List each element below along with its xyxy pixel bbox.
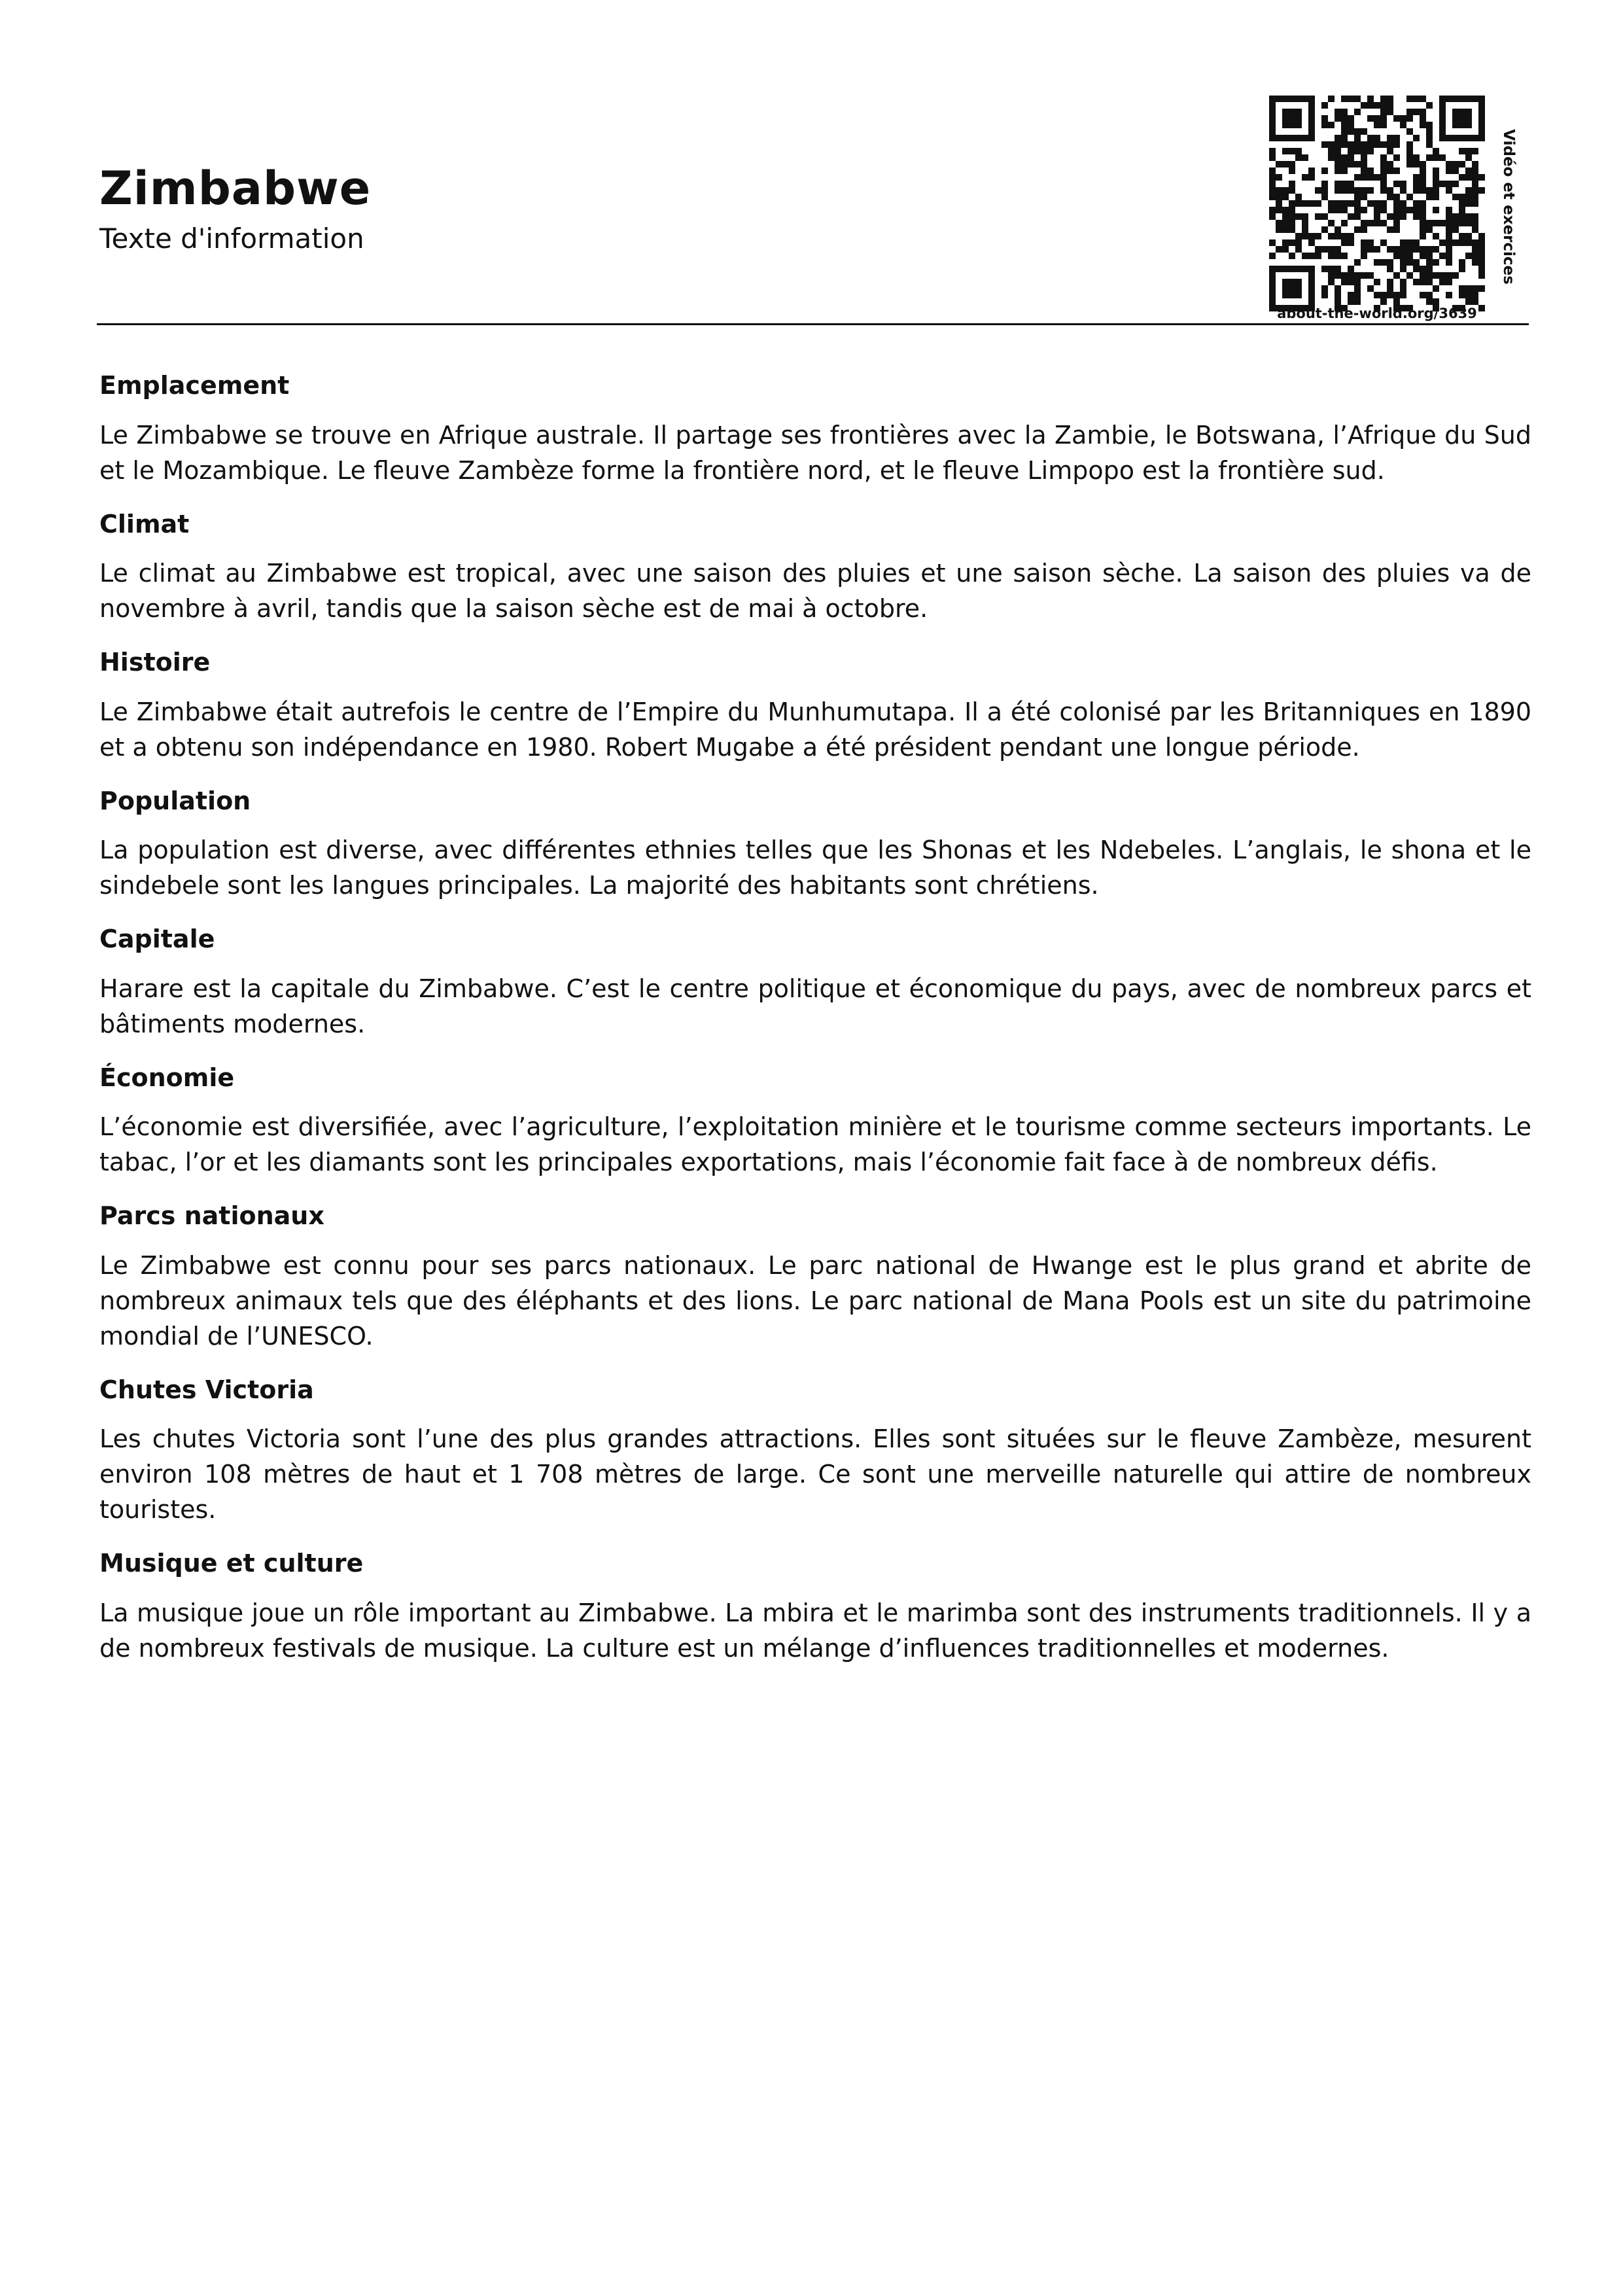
document-body (99, 370, 1531, 1687)
section-population (99, 786, 1531, 904)
video-exercises-label: Vidéo et exercices (1500, 129, 1517, 285)
section-heading: Capitale (99, 925, 215, 953)
section-heading: Histoire (99, 648, 211, 677)
section-heading: Chutes Victoria (99, 1375, 314, 1404)
section-heading: Population (99, 786, 251, 815)
section-paragraph: Le climat au Zimbabwe est tropical, avec une saison des pluies et une saison sèche. La saison des pluies va de novembre à avril, tandis que la saison sèche est de mai à octobre. (99, 559, 1531, 623)
header-divider (97, 323, 1529, 325)
section-chutes-victoria (99, 1375, 1531, 1528)
section-emplacement (99, 370, 1531, 488)
section-paragraph: Les chutes Victoria sont l’une des plus grandes attractions. Elles sont situées sur le fleuve Zambèze, mesurent environ 108 mètres de haut et 1 708 mètres de large. Ce sont une merveille naturelle qui attire de nombreux touristes. (99, 1424, 1531, 1524)
section-heading: Parcs nationaux (99, 1201, 324, 1230)
section-parcs-nationaux (99, 1201, 1531, 1354)
section-histoire (99, 647, 1531, 765)
section-economie (99, 1063, 1531, 1180)
section-heading: Musique et culture (99, 1549, 364, 1578)
page-subtitle: Texte d'information (99, 222, 364, 255)
section-paragraph: La musique joue un rôle important au Zimbabwe. La mbira et le marimba sont des instruments traditionnels. Il y a de nombreux festivals de musique. La culture est un mélange d’influences traditionnelles et modernes. (99, 1598, 1531, 1663)
section-heading: Emplacement (99, 371, 290, 400)
section-musique-culture (99, 1548, 1531, 1666)
qr-code-icon[interactable] (1269, 96, 1485, 311)
page-title: Zimbabwe (99, 162, 372, 215)
section-heading: Économie (99, 1063, 235, 1092)
section-climat (99, 509, 1531, 627)
section-paragraph: Le Zimbabwe se trouve en Afrique australe. Il partage ses frontières avec la Zambie, le Botswana, l’Afrique du Sud et le Mozambique. Le fleuve Zambèze forme la frontière nord, et le fleuve Limpopo est la frontière sud. (99, 420, 1531, 485)
section-heading: Climat (99, 509, 190, 539)
section-paragraph: L’économie est diversifiée, avec l’agriculture, l’exploitation minière et le tourisme comme secteurs importants. Le tabac, l’or et les diamants sont les principales exportations, mais l’économie fait face à de nombreux défis. (99, 1112, 1531, 1176)
section-paragraph: Harare est la capitale du Zimbabwe. C’est le centre politique et économique du pays, avec de nombreux parcs et bâtiments modernes. (99, 974, 1531, 1038)
section-paragraph: La population est diverse, avec différentes ethnies telles que les Shonas et les Ndebeles. L’anglais, le shona et le sindebele sont les langues principales. La majorité des habitants sont chrétiens. (99, 836, 1531, 900)
section-paragraph: Le Zimbabwe est connu pour ses parcs nationaux. Le parc national de Hwange est le plus grand et abrite de nombreux animaux tels que des éléphants et des lions. Le parc national de Mana Pools est un site du patrimoine mondial de l’UNESCO. (99, 1250, 1531, 1351)
qr-url-label[interactable]: about-the-world.org/3639 (1277, 306, 1477, 321)
section-paragraph: Le Zimbabwe était autrefois le centre de l’Empire du Munhumutapa. Il a été colonisé par les Britanniques en 1890 et a obtenu son indépendance en 1980. Robert Mugabe a été président pendant une longue période. (99, 697, 1531, 762)
section-capitale (99, 924, 1531, 1042)
